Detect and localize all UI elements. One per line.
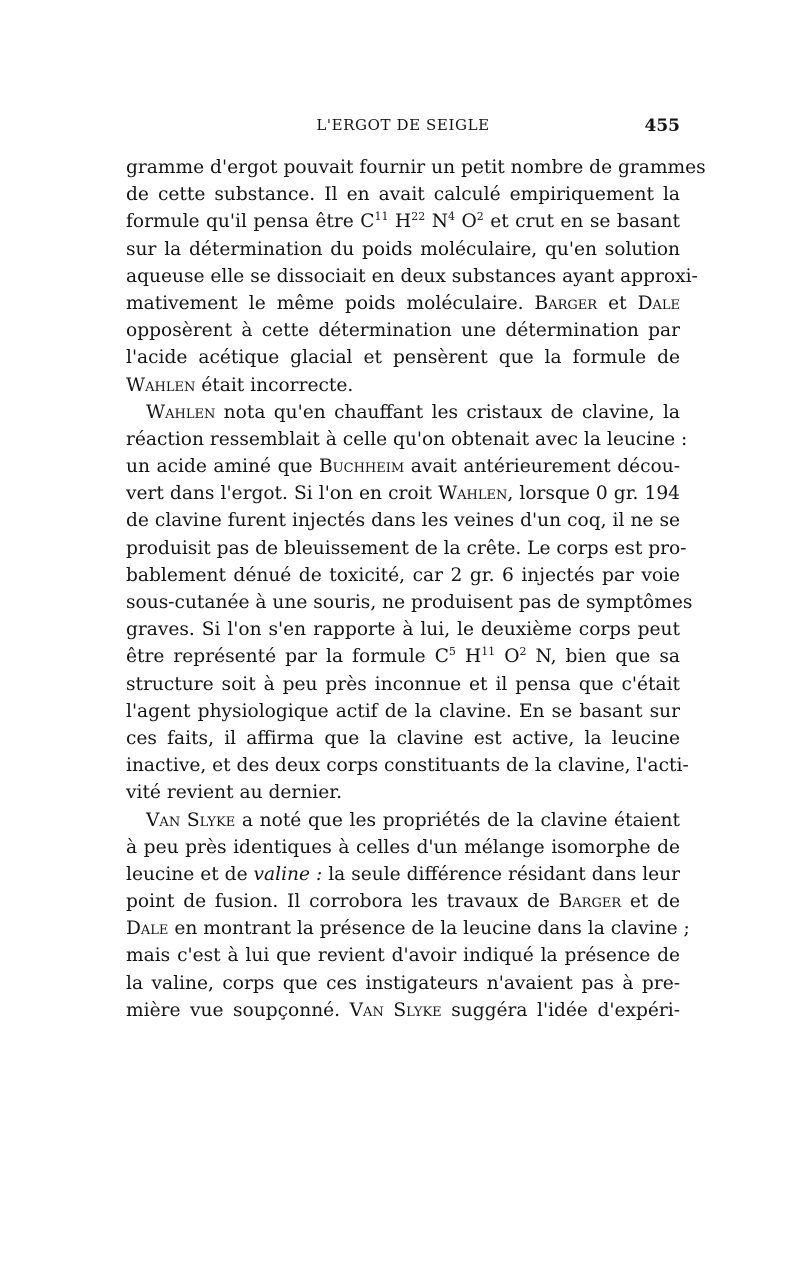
text-line: Wahlen nota qu'en chauffant les cristaux de clavine, la [146,401,680,423]
text-line: aqueuse elle se dissociait en deux substances ayant approxi- [126,265,698,287]
body-text [126,154,706,1024]
formula-subscript: 2 [476,210,484,224]
text-line: structure soit à peu près inconnue et il pensa que c'était [126,673,680,695]
italic-term: valine : [253,863,323,885]
formula-subscript: 11 [374,210,389,224]
text-line: leucine et de valine : la seule différence résidant dans leur [126,863,681,885]
text-line: Van Slyke a noté que les propriétés de la clavine étaient [146,809,680,831]
text-line: l'agent physiologique actif de la clavine. En se basant sur [126,700,680,722]
text-line: vité revient au dernier. [126,782,342,804]
formula-subscript: 2 [519,645,527,659]
text-line: réaction ressemblait à celle qu'on obtenait avec la leucine : [126,428,688,450]
text-line: inactive, et des deux corps constituants de la clavine, l'acti- [126,755,689,777]
author-name: Buchheim [319,456,405,478]
text-line: mais c'est à lui que revient d'avoir indiqué la présence de [126,945,680,967]
formula-subscript: 11 [481,645,496,659]
author-name: Barger [534,292,598,314]
text-line: gramme d'ergot pouvait fournir un petit nombre de grammes [126,157,706,178]
text-line: sur la détermination du poids moléculaire, qu'en solution [126,238,680,260]
page-number: 455 [644,116,680,136]
formula-subscript: 5 [448,645,456,659]
text-line: mativement le même poids moléculaire. Barger et Dale [126,292,681,314]
running-title: L'ERGOT DE SEIGLE [316,116,490,134]
text-line: un acide aminé que Buchheim avait antérieurement décou- [126,456,681,478]
formula-subscript: 4 [447,210,455,224]
text-line: formule qu'il pensa être $C^{11}$ $H^{22}$ $N^4$ $O^2$ et crut en se basant [126,210,680,233]
author-name: Wahlen [438,483,508,505]
text-line: graves. Si l'on s'en rapporte à lui, le deuxième corps peut [126,619,680,641]
formula-subscript: 22 [411,210,426,224]
author-name: Dale [126,918,169,940]
text-line: de cette substance. Il en avait calculé empiriquement la [126,184,680,206]
text-line: ces faits, il affirma que la clavine est active, la leucine [126,727,680,749]
text-line: mière vue soupçonné. Van Slyke suggéra l'idée d'expéri- [126,999,680,1021]
text-line: à peu près identiques à celles d'un mélange isomorphe de [126,836,680,858]
text-line: l'acide acétique glacial et pensèrent que la formule de [126,347,680,369]
running-head [126,116,680,140]
author-name: Wahlen [146,401,216,423]
text-line: produisit pas de bleuissement de la crête. Le corps est pro- [126,537,687,559]
text-line: être représenté par la formule $C^5$ $H^{11}$ $O^2$ N, bien que sa [126,645,680,668]
text-line: bablement dénué de toxicité, car 2 gr. 6 injectés par voie [126,564,680,586]
text-line: point de fusion. Il corrobora les travaux de Barger et de [126,891,680,913]
author-name: Van Slyke [349,999,442,1021]
text-line: sous-cutanée à une souris, ne produisent pas de symptômes [126,592,693,613]
text-line: Wahlen était incorrecte. [126,374,354,396]
text-line: opposèrent à cette détermination une détermination par [126,320,680,342]
text-line: vert dans l'ergot. Si l'on en croit Wahlen, lorsque 0 gr. 194 [126,483,681,505]
author-name: Barger [558,891,622,913]
author-name: Van Slyke [146,809,236,831]
text-line: Dale en montrant la présence de la leucine dans la clavine ; [126,918,690,940]
text-line: la valine, corps que ces instigateurs n'avaient pas à pre- [126,972,680,994]
author-name: Dale [637,292,681,314]
author-name: Wahlen [126,374,196,396]
text-line: de clavine furent injectés dans les veines d'un coq, il ne se [126,510,680,532]
